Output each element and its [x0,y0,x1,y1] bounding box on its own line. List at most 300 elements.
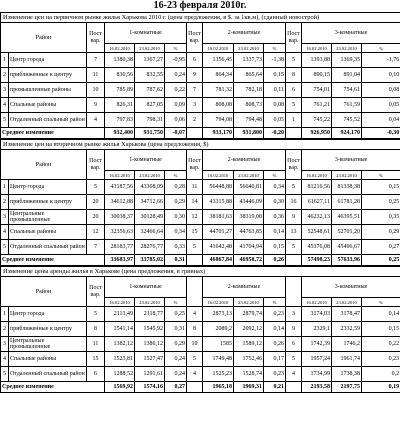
price-2-room-before: 2873,13 [203,307,234,322]
offer-count-3: 9 [286,322,302,337]
row-index: 3 [1,83,9,98]
avg-change-1-room: 0,27 [165,382,187,393]
price-2-room-after: 1528,74 [234,367,264,382]
price-1-room-before: 1382,12 [105,337,135,352]
price-1-room-after: 28276,77 [135,240,165,255]
header-percent: % [362,298,400,307]
offer-count-3: 8 [286,68,302,83]
offer-count-3: 5 [286,53,302,68]
price-1-room-after: 787,62 [135,83,165,98]
price-1-room-after: 798,31 [135,113,165,128]
avg-3-room-before: 926,950 [302,128,332,139]
price-1-room-after: 1545,92 [135,322,165,337]
section-caption: Изменение цен на вторичном рынке жилья Харькова (цена предложения, $) [1,140,400,150]
header-date-2: 23.02.2010 [234,298,264,307]
header-percent: % [165,298,187,307]
offer-count-1: 11 [87,337,105,352]
table-row [1,240,400,255]
price-3-room-after: 1746,2 [332,337,362,352]
price-1-room-before: 1380,38 [105,53,135,68]
offer-count-3: 3 [286,307,302,322]
avg-change-2-room: 0,21 [264,382,286,393]
price-3-room-before: 45376,08 [302,240,332,255]
price-1-room-after: 1367,27 [135,53,165,68]
table-row [1,210,400,225]
change-1-room: -0,95 [165,53,187,68]
change-3-room: 0,29 [362,225,400,240]
avg-1-room-after: 931,750 [135,128,165,139]
offer-count-2: 10 [187,337,203,352]
price-2-room-before: 56448,88 [203,180,234,195]
price-3-room-after: 3178,47 [332,307,362,322]
offer-count-1: 10 [87,83,105,98]
header-post-var: Пост вар. [87,23,105,53]
district-name: Центр города [9,307,87,322]
price-3-room-before: 1393,88 [302,53,332,68]
district-name: Спальные районы [9,352,87,367]
price-2-room-before: 808,08 [203,98,234,113]
district-name: приближенные к центру [9,322,87,337]
sections-container [0,12,400,393]
page-title: 16-23 февраля 2010г. [153,0,247,11]
table-row [1,113,400,128]
header-3-room: 3-комнатные [302,23,400,44]
change-1-room: 0,25 [165,307,187,322]
avg-2-room-after: 46958,72 [234,255,264,266]
header-2-room: 2-комнатные [203,150,286,171]
offer-count-1: 8 [87,322,105,337]
change-2-room: 0,34 [264,180,286,195]
price-3-room-after: 52701,20 [332,225,362,240]
offer-count-2: 3 [187,98,203,113]
row-index: 4 [1,352,9,367]
price-1-room-before: 1288,52 [105,367,135,382]
header-date-1: 16.02.2010 [203,298,234,307]
price-3-room-before: 61627,11 [302,195,332,210]
price-1-room-after: 2118,77 [135,307,165,322]
header-rayon: Район [1,150,87,180]
avg-spacer [286,128,302,139]
offer-count-2: 4 [187,367,203,382]
offer-count-2: 5 [187,352,203,367]
avg-1-room-before: 1569,92 [105,382,135,393]
offer-count-2: 5 [187,240,203,255]
change-1-room: 0,31 [165,322,187,337]
table-row [1,307,400,322]
header-3-room: 3-комнатные [302,150,400,171]
avg-3-room-after: 2197,75 [332,382,362,393]
avg-spacer [286,382,302,393]
header-date-2: 23.02.2010 [135,171,165,180]
table-row [1,68,400,83]
price-2-room-before: 43315,88 [203,195,234,210]
change-2-room: 0,08 [264,98,286,113]
offer-count-3: 6 [286,83,302,98]
price-1-room-before: 1523,81 [105,352,135,367]
price-3-room-after: 754,61 [332,83,362,98]
price-3-room-after: 45496,67 [332,240,362,255]
header-percent: % [165,44,187,53]
header-date-2: 23.02.2010 [135,298,165,307]
change-2-room: 0,23 [264,367,286,382]
price-1-room-after: 1527,47 [135,352,165,367]
row-index: 4 [1,98,9,113]
price-1-room-after: 1291,61 [135,367,165,382]
offer-count-2: 9 [187,68,203,83]
offer-count-3: 5 [286,352,302,367]
change-2-room: 0,11 [264,83,286,98]
offer-count-3: 5 [286,180,302,195]
price-2-room-before: 794,08 [203,113,234,128]
header-3-room: 3-комнатные [302,277,400,298]
offer-count-1: 12 [87,225,105,240]
district-name: промышленные районы [9,83,87,98]
table-row [1,83,400,98]
avg-2-room-before: 933,170 [203,128,234,139]
row-index: 3 [1,210,9,225]
average-label: Среднее изменение [1,255,105,266]
header-post-var-3: Пост вар. [286,150,302,180]
offer-count-2: 2 [187,113,203,128]
offer-count-3: 5 [286,98,302,113]
price-2-room-before: 864,34 [203,68,234,83]
header-post-var-3: Пост вар. [286,23,302,53]
offer-count-1: 9 [87,98,105,113]
price-2-room-after: 2879,74 [234,307,264,322]
change-3-room: 0,27 [362,240,400,255]
avg-2-room-after: 931,800 [234,128,264,139]
price-1-room-before: 28183,77 [105,240,135,255]
avg-3-room-after: 924,170 [332,128,362,139]
change-1-room: 0,24 [165,367,187,382]
change-2-room: 0,26 [264,337,286,352]
price-1-room-before: 43187,56 [105,180,135,195]
offer-count-1: 7 [87,53,105,68]
change-2-room: 0,05 [264,113,286,128]
offer-count-3: 5 [286,240,302,255]
price-3-room-before: 1734,99 [302,367,332,382]
price-table-2 [0,139,400,266]
avg-spacer [187,382,203,393]
average-row [1,382,400,393]
change-3-room: 0,35 [362,210,400,225]
header-date-1: 16.02.2010 [302,171,332,180]
price-1-room-after: 43308,09 [135,180,165,195]
offer-count-3: 6 [286,337,302,352]
header-post-var: Пост вар. [87,277,105,307]
price-3-room-after: 1369,35 [332,53,362,68]
offer-count-1: 20 [87,195,105,210]
row-index: 4 [1,225,9,240]
row-index: 2 [1,195,9,210]
price-2-room-after: 2092,12 [234,322,264,337]
change-3-room: 0,05 [362,98,400,113]
change-3-room: 0,2 [362,367,400,382]
change-2-room: 0,17 [264,352,286,367]
price-1-room-after: 1386,12 [135,337,165,352]
offer-count-3: 9 [286,210,302,225]
header-post-var-3 [286,277,302,307]
header-date-1: 16.02.2010 [105,298,135,307]
price-2-room-after: 44763,85 [234,225,264,240]
price-3-room-after: 2332,59 [332,322,362,337]
price-3-room-before: 81216,56 [302,180,332,195]
offer-count-2: 11 [187,180,203,195]
offer-count-2: 12 [187,210,203,225]
price-1-room-before: 797,83 [105,113,135,128]
header-percent: % [165,171,187,180]
avg-change-1-room: -0,07 [165,128,187,139]
table-row [1,98,400,113]
price-1-room-after: 30128,49 [135,210,165,225]
district-name: Отдаленный спальный район [9,367,87,382]
change-3-room: -1,76 [362,53,400,68]
avg-change-3-room: -0,30 [362,128,400,139]
offer-count-1: 6 [87,367,105,382]
offer-count-1: 20 [87,210,105,225]
row-index: 5 [1,240,9,255]
average-row [1,255,400,266]
price-2-room-before: 44701,27 [203,225,234,240]
header-date-1: 16.02.2010 [302,298,332,307]
header-percent: % [362,171,400,180]
price-3-room-after: 81338,38 [332,180,362,195]
price-2-room-before: 1585 [203,337,234,352]
row-index: 5 [1,113,9,128]
header-1-room: 1-комнатные [105,23,187,44]
offer-count-3: 4 [286,367,302,382]
offer-count-1: 5 [87,180,105,195]
price-2-room-after: 782,18 [234,83,264,98]
change-3-room: 0,04 [362,113,400,128]
price-2-room-after: 56640,81 [234,180,264,195]
price-2-room-before: 781,32 [203,83,234,98]
price-1-room-after: 832,55 [135,68,165,83]
change-3-room: 0,08 [362,83,400,98]
header-date-1: 16.02.2010 [203,171,234,180]
price-3-room-before: 745,22 [302,113,332,128]
offer-count-1: 5 [87,307,105,322]
header-percent: % [264,298,286,307]
average-row [1,128,400,139]
header-rayon: Район [1,277,87,307]
price-2-room-before: 41642,48 [203,240,234,255]
price-2-room-before: 38181,63 [203,210,234,225]
section-caption: Изменение цены аренды жилья в Харькове (цена предложения, в гривнах) [1,267,400,277]
district-name: Спальные районы [9,225,87,240]
price-table-1 [0,12,400,139]
price-2-room-after: 794,48 [234,113,264,128]
change-3-room: 0,22 [362,337,400,352]
offer-count-3: 1 [286,113,302,128]
change-3-room: 0,10 [362,68,400,83]
avg-1-room-after: 1574,16 [135,382,165,393]
table-row [1,53,400,68]
price-2-room-after: 1752,46 [234,352,264,367]
price-2-room-after: 808,73 [234,98,264,113]
price-3-room-before: 890,15 [302,68,332,83]
price-2-room-after: 1589,12 [234,337,264,352]
avg-2-room-after: 1969,31 [234,382,264,393]
price-1-room-after: 34712,66 [135,195,165,210]
offer-count-2: 7 [187,83,203,98]
header-date-1: 16.02.2010 [105,44,135,53]
price-3-room-before: 3174,03 [302,307,332,322]
change-1-room: 0,34 [165,225,187,240]
header-post-var: Пост вар. [87,150,105,180]
district-name: Центральные промышленные [9,210,87,225]
section-caption: Изменение цен на первичном рынке жилья Харькова 2010 г. (цена предложения, в $. за 1кв.м), (сданный новострой) [1,13,400,23]
price-1-room-before: 826,31 [105,98,135,113]
average-label: Среднее изменение [1,382,105,393]
header-date-2: 23.02.2010 [234,44,264,53]
header-rayon: Район [1,23,87,53]
price-1-room-before: 1541,14 [105,322,135,337]
change-1-room: 0,22 [165,83,187,98]
header-date-1: 16.02.2010 [105,171,135,180]
price-1-room-after: 827,05 [135,98,165,113]
change-1-room: 0,28 [165,180,187,195]
change-1-room: 0,06 [165,113,187,128]
price-3-room-before: 1957,24 [302,352,332,367]
header-2-room: 2-комнатные [203,23,286,44]
offer-count-1: 15 [87,352,105,367]
price-3-room-after: 891,04 [332,68,362,83]
avg-change-3-room: 0,25 [362,255,400,266]
district-name: Центр города [9,180,87,195]
change-3-room: 0,15 [362,180,400,195]
avg-spacer [187,255,203,266]
district-name: Спальные районы [9,98,87,113]
change-1-room: 0,24 [165,352,187,367]
change-1-room: 0,29 [165,337,187,352]
district-name: Центр города [9,53,87,68]
avg-2-room-before: 1965,18 [203,382,234,393]
header-date-1: 16.02.2010 [203,44,234,53]
table-row [1,352,400,367]
change-3-room: 0,23 [362,352,400,367]
avg-3-room-after: 57633,96 [332,255,362,266]
price-2-room-before: 1525,23 [203,367,234,382]
price-3-room-before: 754,01 [302,83,332,98]
price-1-room-after: 32466,64 [135,225,165,240]
price-3-room-before: 2329,1 [302,322,332,337]
table-row [1,367,400,382]
change-1-room: 0,09 [165,98,187,113]
change-3-room: 0,14 [362,307,400,322]
header-post-var-2: Пост вар. [187,23,203,53]
avg-2-room-before: 46867,84 [203,255,234,266]
offer-count-3: 16 [286,195,302,210]
price-1-room-before: 830,56 [105,68,135,83]
district-name: Отдаленный спальный район [9,240,87,255]
table-row [1,337,400,352]
offer-count-1: 4 [87,113,105,128]
change-2-room: -1,38 [264,53,286,68]
row-index: 1 [1,307,9,322]
offer-count-2: 6 [187,53,203,68]
avg-spacer [187,128,203,139]
price-table-3 [0,266,400,393]
table-row [1,322,400,337]
avg-3-room-before: 2193,58 [302,382,332,393]
avg-1-room-before: 932,400 [105,128,135,139]
change-2-room: 0,23 [264,307,286,322]
average-label: Среднее изменение [1,128,105,139]
header-1-room: 1-комнатные [105,277,187,298]
price-2-room-before: 1749,48 [203,352,234,367]
avg-3-room-before: 57498,23 [302,255,332,266]
header-post-var-2: Пост вар. [187,150,203,180]
price-3-room-after: 1738,38 [332,367,362,382]
price-2-room-after: 38319,08 [234,210,264,225]
offer-count-1: 7 [87,240,105,255]
change-2-room: 0,14 [264,322,286,337]
table-row [1,195,400,210]
price-1-room-before: 30038,37 [105,210,135,225]
offer-count-2: 8 [187,322,203,337]
avg-change-2-room: 0,26 [264,255,286,266]
avg-change-2-room: -0,20 [264,128,286,139]
header-date-2: 23.02.2010 [234,171,264,180]
price-2-room-after: 1337,73 [234,53,264,68]
price-3-room-before: 46232,13 [302,210,332,225]
offer-count-1: 11 [87,68,105,83]
price-3-room-before: 761,21 [302,98,332,113]
district-name: приближенные к центру [9,68,87,83]
change-3-room: 0,25 [362,195,400,210]
price-2-room-after: 41704,94 [234,240,264,255]
change-1-room: 0,30 [165,210,187,225]
price-1-room-before: 32356,63 [105,225,135,240]
offer-count-3: 13 [286,225,302,240]
district-name: Отдаленный спальный район [9,113,87,128]
header-date-1: 16.02.2010 [302,44,332,53]
price-3-room-after: 46395,51 [332,210,362,225]
change-2-room: 0,36 [264,210,286,225]
offer-count-2: 14 [187,195,203,210]
header-date-2: 23.02.2010 [332,44,362,53]
price-3-room-after: 745,52 [332,113,362,128]
change-2-room: 0,30 [264,195,286,210]
change-2-room: 0,14 [264,225,286,240]
row-index: 3 [1,337,9,352]
header-1-room: 1-комнатные [105,150,187,171]
district-name: приближенные к центру [9,195,87,210]
avg-1-room-after: 33785,02 [135,255,165,266]
price-2-room-before: 2089,2 [203,322,234,337]
header-2-room: 2-комнатные [203,277,286,298]
row-index: 1 [1,53,9,68]
change-3-room: 0,15 [362,322,400,337]
price-3-room-after: 761,59 [332,98,362,113]
table-row [1,180,400,195]
avg-change-3-room: 0,19 [362,382,400,393]
price-3-room-after: 1961,74 [332,352,362,367]
price-3-room-after: 61781,28 [332,195,362,210]
price-1-room-before: 785,89 [105,83,135,98]
district-name: Центральные промышленные [9,337,87,352]
change-1-room: 0,24 [165,68,187,83]
avg-1-room-before: 33683,97 [105,255,135,266]
price-3-room-before: 1742,39 [302,337,332,352]
price-3-room-before: 52548,61 [302,225,332,240]
header-date-2: 23.02.2010 [332,171,362,180]
price-2-room-after: 43446,09 [234,195,264,210]
row-index: 1 [1,180,9,195]
change-1-room: 0,29 [165,195,187,210]
avg-change-1-room: 0,31 [165,255,187,266]
